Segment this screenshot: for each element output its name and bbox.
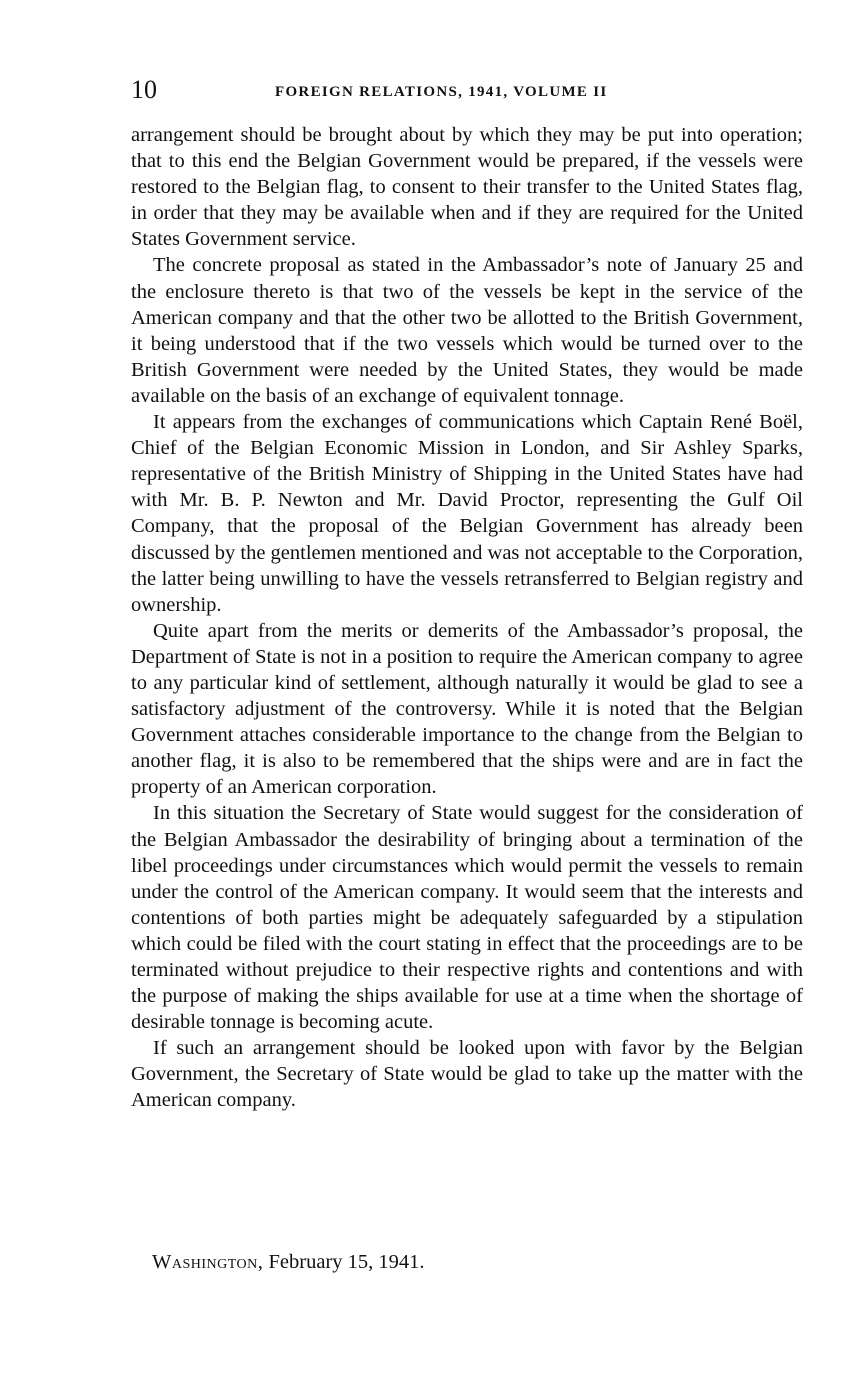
signature-place: Washington, <box>152 1251 264 1273</box>
paragraph-department-position: Quite apart from the merits or demerits of the Ambassador’s proposal, the Department of State is not in a position to require the American company to agree to any particular kind of settlement, although naturally it would be glad to see a satisfactory adjustment of the controversy. While it is noted that the Belgian Government attaches considerable importance to the change from the Belgian to another flag, it is also to be remembered that the ships were and are in fact the property of an American corporation. <box>131 619 803 799</box>
signature-date: February 15, 1941. <box>268 1251 425 1273</box>
running-head: FOREIGN RELATIONS, 1941, VOLUME II <box>275 84 608 100</box>
document-body <box>131 122 803 1114</box>
paragraph-concrete-proposal: The concrete proposal as stated in the Ambassador’s note of January 25 and the enclosure thereto is that two of the vessels be kept in the service of the American company and that the other two be allotted to the British Government, it being understood that if the two vessels which would be turned over to the British Government were needed by the United States, they would be made available on the basis of an exchange of equivalent tonnage. <box>131 254 803 407</box>
paragraph-exchanges-of-communications: It appears from the exchanges of communications which Captain René Boël, Chief of the Belgian Economic Mission in London, and Sir Ashley Sparks, representative of the British Ministry of Shipping in the United States have had with Mr. B. P. Newton and Mr. David Proctor, representing the Gulf Oil Company, that the proposal of the Belgian Government has already been discussed by the gentlemen mentioned and was not acceptable to the Corporation, the latter being unwilling to have the vessels retransferred to Belgian registry and ownership. <box>131 411 803 616</box>
paragraph-continuation: arrangement should be brought about by which they may be put into operation; that to this end the Belgian Government would be prepared, if the vessels were restored to the Belgian flag, to consent to their transfer to the United States flag, in order that they may be available when and if they are required for the United States Government service. <box>131 124 803 251</box>
page-number: 10 <box>131 75 157 104</box>
paragraph-closing: If such an arrangement should be looked upon with favor by the Belgian Government, the Secretary of State would be glad to take up the matter with the American company. <box>131 1037 803 1112</box>
page-header <box>131 72 803 108</box>
place-and-date-line <box>152 1247 425 1277</box>
paragraph-suggestion: In this situation the Secretary of State would suggest for the consideration of the Belgian Ambassador the desirability of bringing about a termination of the libel proceedings under circumstances which would permit the vessels to remain under the control of the American company. It would seem that the interests and contentions of both parties might be adequately safeguarded by a stipulation which could be filed with the court stating in effect that the proceedings are to be terminated without prejudice to their respective rights and contentions and with the purpose of making the ships available for use at a time when the shortage of desirable tonnage is becoming acute. <box>131 802 803 1034</box>
